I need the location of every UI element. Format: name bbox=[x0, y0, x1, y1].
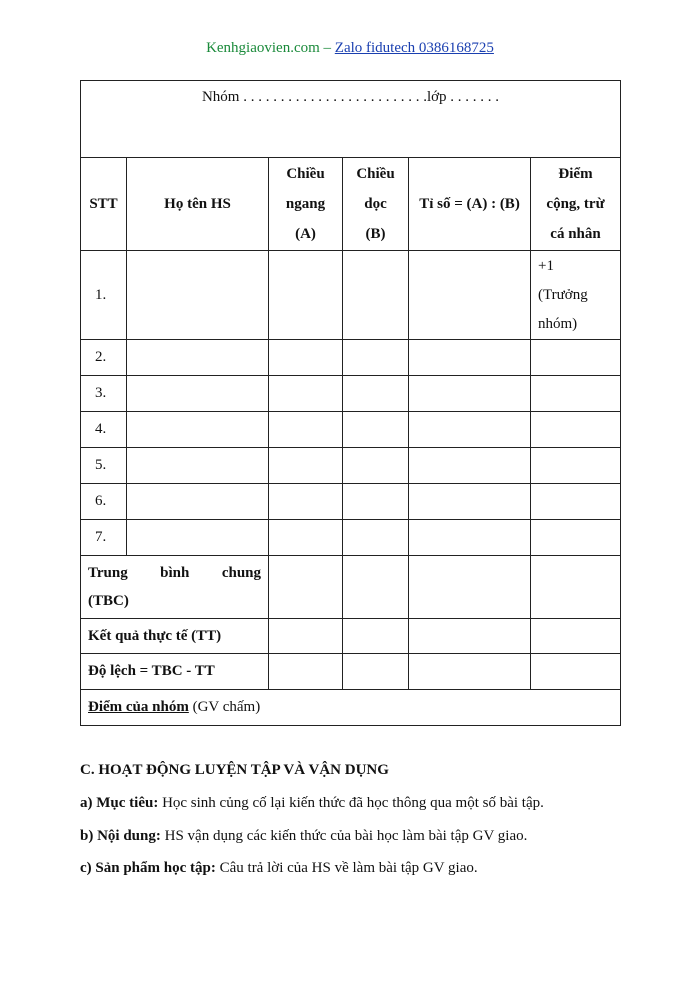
actual-label: Kết quả thực tế (TT) bbox=[81, 619, 269, 654]
average-label bbox=[81, 556, 269, 619]
horizontal-cell bbox=[269, 448, 343, 484]
horizontal-cell bbox=[269, 251, 343, 340]
bonus-cell bbox=[531, 376, 621, 412]
header-ratio: Tỉ số = (A) : (B) bbox=[409, 158, 531, 251]
vertical-cell bbox=[343, 340, 409, 376]
vertical-cell bbox=[343, 520, 409, 556]
bonus-cell bbox=[531, 484, 621, 520]
header-bonus-line-2: cộng, trừ bbox=[546, 196, 605, 212]
vertical-cell bbox=[343, 556, 409, 619]
section-title: C. HOẠT ĐỘNG LUYỆN TẬP VÀ VẬN DỤNG bbox=[80, 762, 389, 778]
site-name[interactable]: Kenhgiaovien.com bbox=[206, 40, 320, 56]
name-cell bbox=[127, 448, 269, 484]
bonus-cell bbox=[531, 448, 621, 484]
bonus-value: +1 bbox=[538, 257, 554, 274]
bonus-cell bbox=[531, 520, 621, 556]
header-vertical-line-1: Chiều bbox=[356, 166, 395, 182]
header-horizontal bbox=[269, 158, 343, 251]
name-cell bbox=[127, 251, 269, 340]
bonus-cell bbox=[531, 340, 621, 376]
horizontal-cell bbox=[269, 376, 343, 412]
ratio-cell bbox=[409, 520, 531, 556]
header-horizontal-line-3: (A) bbox=[295, 226, 316, 242]
horizontal-cell bbox=[269, 556, 343, 619]
average-word-3: chung bbox=[221, 565, 261, 581]
name-cell bbox=[127, 376, 269, 412]
content-label: b) Nội dung: bbox=[80, 828, 161, 844]
table-row bbox=[81, 251, 621, 340]
vertical-cell bbox=[343, 376, 409, 412]
ratio-cell bbox=[409, 412, 531, 448]
horizontal-cell bbox=[269, 484, 343, 520]
header-vertical-line-2: dọc bbox=[364, 196, 387, 212]
product-line bbox=[80, 860, 640, 877]
content-line bbox=[80, 828, 640, 845]
actual-row bbox=[81, 619, 621, 654]
header-vertical bbox=[343, 158, 409, 251]
ratio-cell bbox=[409, 556, 531, 619]
objective-text: Học sinh củng cố lại kiến thức đã học thông qua một số bài tập. bbox=[158, 795, 544, 811]
name-cell bbox=[127, 520, 269, 556]
table-row bbox=[81, 520, 621, 556]
name-cell bbox=[127, 340, 269, 376]
objective-line bbox=[80, 795, 640, 812]
group-score-row bbox=[81, 690, 621, 726]
row-number: 5. bbox=[81, 448, 127, 484]
horizontal-cell bbox=[269, 520, 343, 556]
header-stt: STT bbox=[81, 158, 127, 251]
vertical-cell bbox=[343, 619, 409, 654]
horizontal-cell bbox=[269, 654, 343, 690]
header-bonus-line-1: Điểm bbox=[558, 166, 593, 182]
ratio-cell bbox=[409, 654, 531, 690]
header-horizontal-line-1: Chiều bbox=[286, 166, 325, 182]
objective-label: a) Mục tiêu: bbox=[80, 795, 159, 811]
vertical-cell bbox=[343, 251, 409, 340]
page-header bbox=[0, 40, 700, 57]
row-number: 3. bbox=[81, 376, 127, 412]
group-score-cell bbox=[81, 690, 621, 726]
ratio-cell bbox=[409, 448, 531, 484]
ratio-cell bbox=[409, 619, 531, 654]
group-score-note: (GV chấm) bbox=[188, 699, 261, 715]
vertical-cell bbox=[343, 412, 409, 448]
group-line-text: Nhóm . . . . . . . . . . . . . . . . . . . . . . . . .lớp . . . . . . . bbox=[201, 89, 500, 105]
row-number: 4. bbox=[81, 412, 127, 448]
name-cell bbox=[127, 484, 269, 520]
product-text: Câu trả lời của HS về làm bài tập GV giao. bbox=[215, 860, 478, 876]
group-score-label: Điểm của nhóm bbox=[88, 699, 189, 715]
horizontal-cell bbox=[269, 340, 343, 376]
horizontal-cell bbox=[269, 412, 343, 448]
header-bonus bbox=[531, 158, 621, 251]
average-word-2: bình bbox=[160, 565, 190, 581]
row-number: 2. bbox=[81, 340, 127, 376]
header-separator: – bbox=[319, 40, 335, 56]
vertical-cell bbox=[343, 448, 409, 484]
row-number: 7. bbox=[81, 520, 127, 556]
table-header-row bbox=[81, 158, 621, 251]
zalo-link[interactable]: Zalo fidutech 0386168725 bbox=[334, 40, 494, 56]
group-score-table bbox=[80, 80, 621, 726]
content-text: HS vận dụng các kiến thức của bài học làm bài tập GV giao. bbox=[160, 828, 528, 844]
bonus-cell bbox=[531, 654, 621, 690]
row-number: 6. bbox=[81, 484, 127, 520]
group-class-line bbox=[81, 81, 621, 158]
table-row bbox=[81, 376, 621, 412]
bonus-cell bbox=[531, 251, 621, 340]
ratio-cell bbox=[409, 340, 531, 376]
ratio-cell bbox=[409, 251, 531, 340]
product-label: c) Sản phẩm học tập: bbox=[80, 860, 216, 876]
ratio-cell bbox=[409, 376, 531, 412]
bonus-cell bbox=[531, 556, 621, 619]
ratio-cell bbox=[409, 484, 531, 520]
table-row bbox=[81, 484, 621, 520]
bonus-note-line-1: (Trưởng bbox=[538, 286, 588, 303]
deviation-row bbox=[81, 654, 621, 690]
horizontal-cell bbox=[269, 619, 343, 654]
vertical-cell bbox=[343, 484, 409, 520]
table-row bbox=[81, 412, 621, 448]
header-bonus-line-3: cá nhân bbox=[550, 226, 601, 242]
header-name: Họ tên HS bbox=[127, 158, 269, 251]
bonus-note-line-2: nhóm) bbox=[538, 315, 578, 332]
bonus-cell bbox=[531, 412, 621, 448]
deviation-label: Độ lệch = TBC - TT bbox=[81, 654, 269, 690]
table-row bbox=[81, 448, 621, 484]
header-vertical-line-3: (B) bbox=[365, 226, 386, 242]
average-row bbox=[81, 556, 621, 619]
table-row bbox=[81, 340, 621, 376]
row-number: 1. bbox=[81, 251, 127, 340]
average-abbrev: (TBC) bbox=[88, 593, 129, 609]
bonus-cell bbox=[531, 619, 621, 654]
vertical-cell bbox=[343, 654, 409, 690]
average-word-1: Trung bbox=[88, 565, 128, 581]
header-horizontal-line-2: ngang bbox=[285, 196, 326, 212]
name-cell bbox=[127, 412, 269, 448]
